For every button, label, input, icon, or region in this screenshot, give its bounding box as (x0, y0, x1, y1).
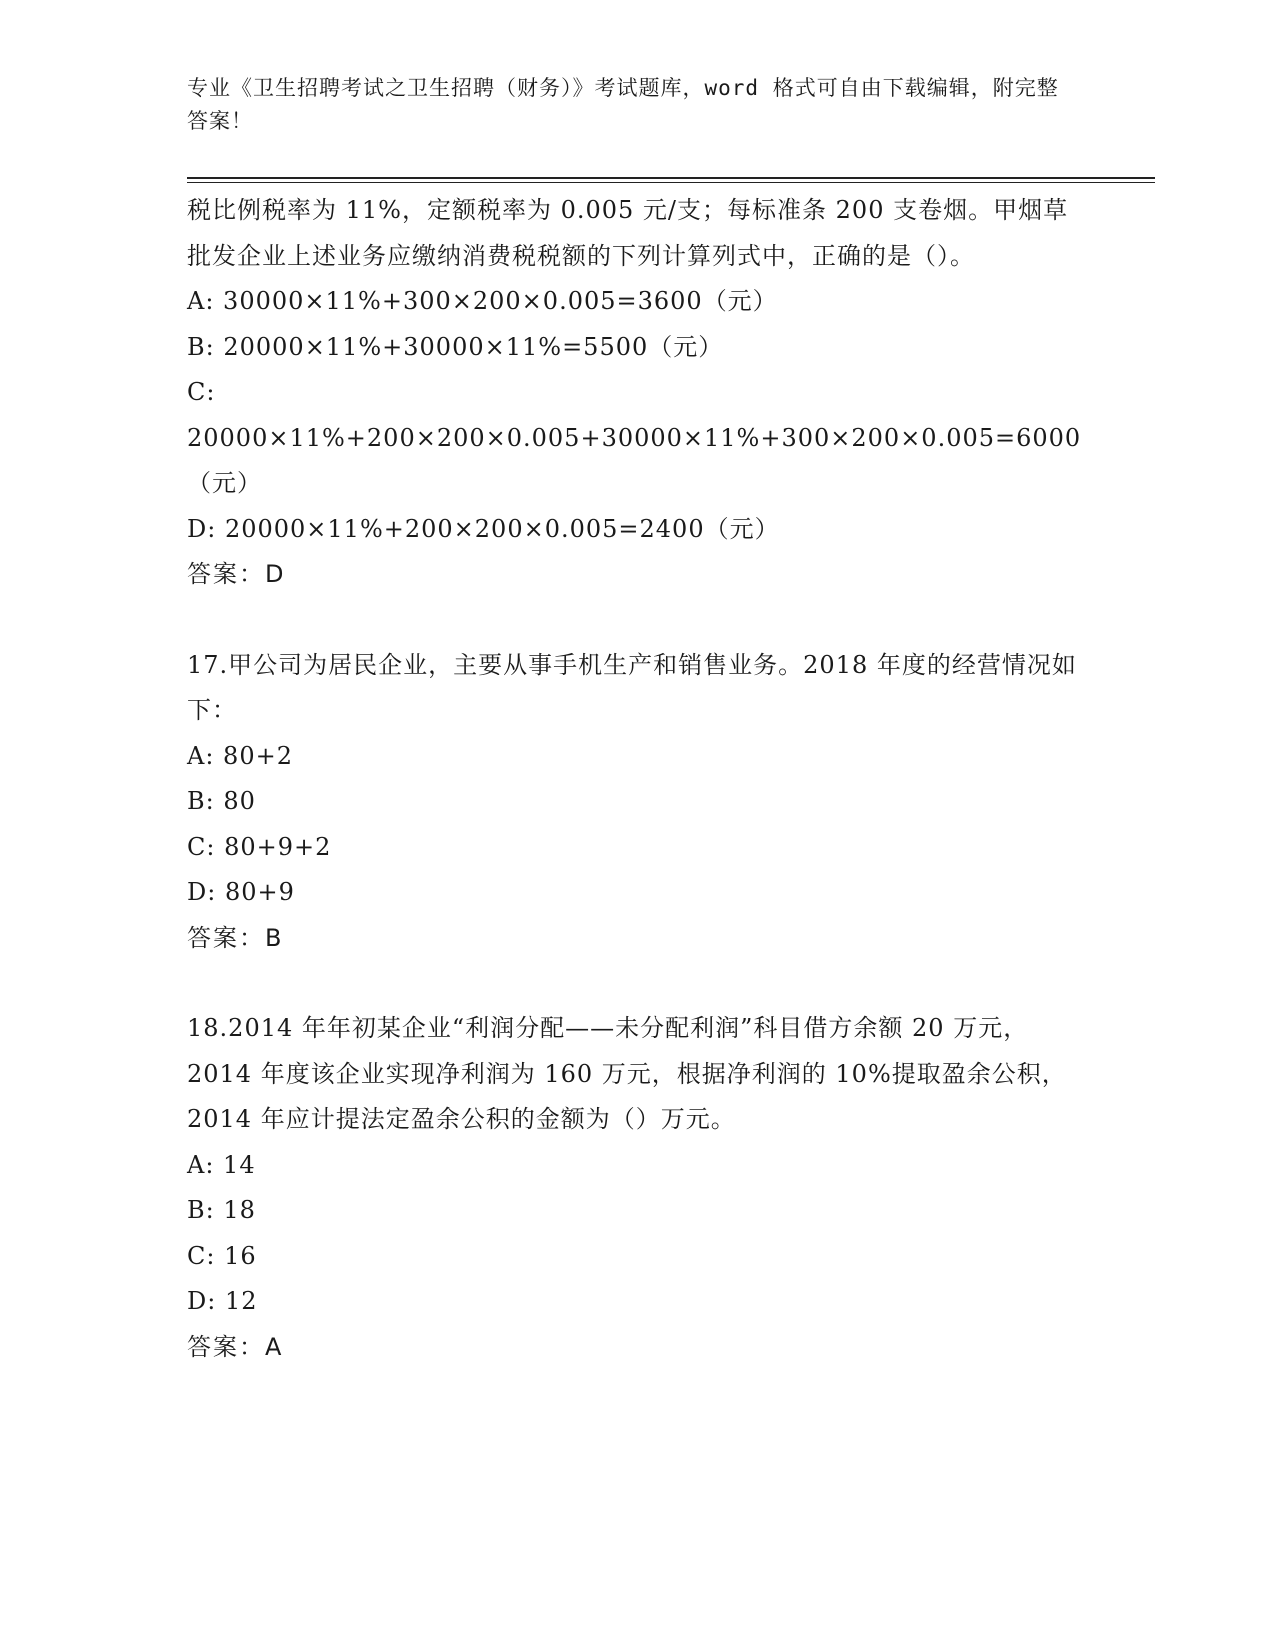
question-17-option-a: A: 80+2 (187, 741, 293, 770)
header-rule-thick (187, 177, 1155, 179)
question-16-stem: 税比例税率为 11%，定额税率为 0.005 元/支；每标准条 200 支卷烟。甲烟草批发企业上述业务应缴纳消费税税额的下列计算列式中，正确的是（）。 (187, 196, 1069, 270)
question-17-answer: 答案：B (187, 923, 284, 952)
question-18-stem: 18.2014 年年初某企业“利润分配——未分配利润”科目借方余额 20 万元，2014 年度该企业实现净利润为 160 万元，根据净利润的 10%提取盈余公积，2014 年应计提法定盈余公积的金额为（）万元。 (187, 1014, 1067, 1133)
question-17-stem: 17.甲公司为居民企业，主要从事手机生产和销售业务。2018 年度的经营情况如下： (187, 650, 1077, 724)
question-16-option-a: A: 30000×11%+300×200×0.005=3600（元） (187, 287, 778, 315)
spacer (187, 598, 1087, 643)
question-content (187, 188, 1087, 1370)
question-18-answer: 答案：A (187, 1332, 284, 1361)
question-16-option-b: B: 20000×11%+30000×11%=5500（元） (187, 332, 724, 361)
question-17-option-b: B: 80 (187, 787, 256, 815)
question-16-answer: 答案：D (187, 560, 286, 588)
question-17-option-c: C: 80+9+2 (187, 832, 332, 861)
question-16-option-d: D: 20000×11%+200×200×0.005=2400（元） (187, 514, 780, 543)
spacer (187, 961, 1087, 1006)
question-18-option-a: A: 14 (187, 1150, 256, 1179)
question-16-option-c: C: 20000×11%+200×200×0.005+30000×11%+300×200×0.005=6000（元） (187, 378, 1082, 497)
document-header: 专业《卫生招聘考试之卫生招聘（财务）》考试题库，word 格式可自由下载编辑，附完整答案！ (187, 76, 1059, 133)
header-rule-thin (187, 182, 1155, 183)
question-18-option-c: C: 16 (187, 1241, 257, 1270)
question-17-option-d: D: 80+9 (187, 878, 295, 906)
question-18-option-d: D: 12 (187, 1287, 258, 1315)
question-18-option-b: B: 18 (187, 1196, 256, 1224)
